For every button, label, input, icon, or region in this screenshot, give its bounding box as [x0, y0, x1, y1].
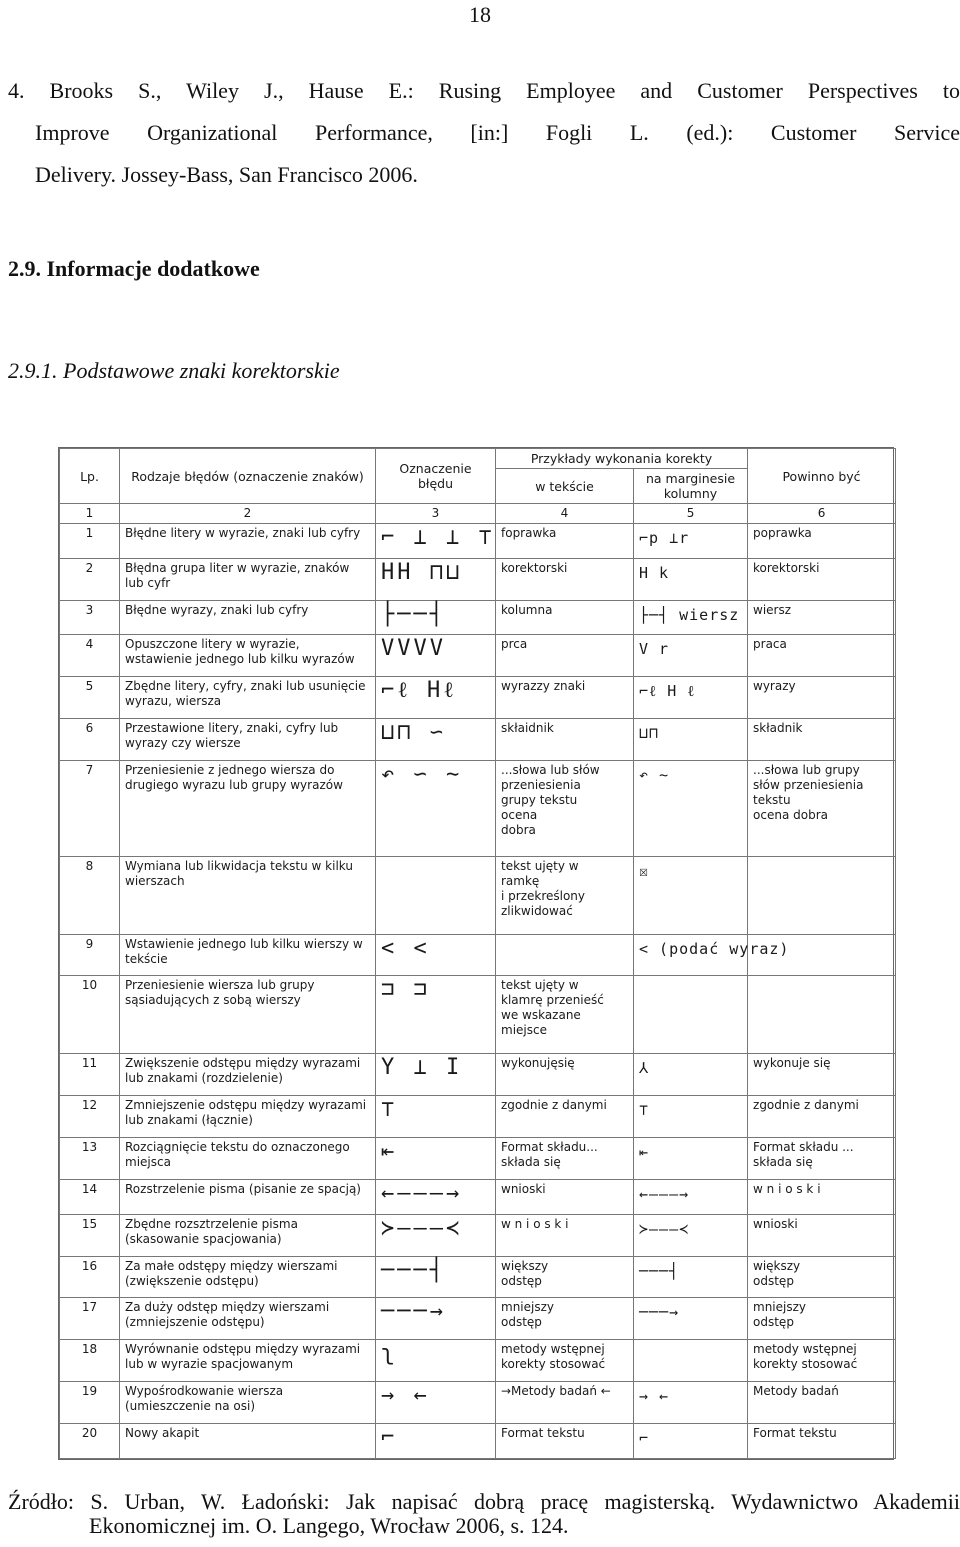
column-number: 2	[120, 504, 376, 524]
example-in-text: mniejszy odstęp	[496, 1298, 634, 1340]
example-in-margin: ───┤	[634, 1256, 748, 1298]
header-in-text: w tekście	[496, 469, 634, 504]
error-mark	[376, 856, 496, 934]
example-in-margin: ⅄	[634, 1054, 748, 1096]
example-in-margin: ⌐	[634, 1424, 748, 1459]
corrected-form: Metody badań	[748, 1382, 896, 1424]
table-row	[60, 524, 896, 559]
column-number: 4	[496, 504, 634, 524]
error-mark: ⌐ ⊥ ⊥ ⊤	[376, 524, 496, 559]
corrected-form: korektorski	[748, 558, 896, 600]
error-type: Zbędne litery, cyfry, znaki lub usunięcie wyrazu, wiersza	[120, 677, 376, 719]
error-mark: → ←	[376, 1382, 496, 1424]
example-in-margin: → ←	[634, 1382, 748, 1424]
column-number: 6	[748, 504, 896, 524]
table-row	[60, 1096, 896, 1138]
error-mark: ⇤	[376, 1138, 496, 1180]
error-type: Błędna grupa liter w wyrazie, znaków lub cyfr	[120, 558, 376, 600]
example-in-text: →Metody badań ←	[496, 1382, 634, 1424]
error-mark: ʅ	[376, 1340, 496, 1382]
proofreading-marks-table	[58, 447, 894, 1460]
row-number: 1	[60, 524, 120, 559]
table-row	[60, 719, 896, 761]
corrected-form: wiersz	[748, 600, 896, 635]
error-type: Wyrównanie odstępu między wyrazami lub w wyrazie spacjowanym	[120, 1340, 376, 1382]
row-number: 4	[60, 635, 120, 677]
row-number: 15	[60, 1214, 120, 1256]
source-line: Źródło: S. Urban, W. Ładoński: Jak napisać dobrą pracę magisterską. Wydawnictwo Akademii	[8, 1489, 960, 1514]
example-in-text: tekst ujęty w klamrę przenieść we wskazane miejsce	[496, 976, 634, 1054]
example-in-margin: ⊔⊓	[634, 719, 748, 761]
table-row	[60, 1424, 896, 1459]
error-mark: ├──┤	[376, 600, 496, 635]
page-number: 18	[469, 2, 491, 27]
row-number: 16	[60, 1256, 120, 1298]
row-number: 13	[60, 1138, 120, 1180]
error-type: Przeniesienie wiersza lub grupy sąsiadujących z sobą wierszy	[120, 976, 376, 1054]
source-note	[8, 1490, 960, 1538]
example-in-text: metody wstępnej korekty stosować	[496, 1340, 634, 1382]
example-in-text: wnioski	[496, 1179, 634, 1214]
corrected-form: wnioski	[748, 1214, 896, 1256]
example-in-text: korektorski	[496, 558, 634, 600]
table-body	[60, 524, 896, 1459]
example-in-margin: ↶ ∼	[634, 760, 748, 856]
example-in-text: Format składu... składa się	[496, 1138, 634, 1180]
row-number: 7	[60, 760, 120, 856]
row-number: 9	[60, 934, 120, 976]
example-in-text	[496, 934, 634, 976]
example-in-margin: V r	[634, 635, 748, 677]
error-mark: ←–––→	[376, 1179, 496, 1214]
corrected-form: Format tekstu	[748, 1424, 896, 1459]
error-type: Opuszczone litery w wyrazie, wstawienie jednego lub kilku wyrazów	[120, 635, 376, 677]
example-in-text: Format tekstu	[496, 1424, 634, 1459]
table-row	[60, 635, 896, 677]
example-in-text: większy odstęp	[496, 1256, 634, 1298]
example-in-text: zgodnie z danymi	[496, 1096, 634, 1138]
row-number: 8	[60, 856, 120, 934]
error-type: Wypośrodkowanie wiersza (umieszczenie na osi)	[120, 1382, 376, 1424]
example-in-margin: ←–––→	[634, 1179, 748, 1214]
example-in-text: tekst ujęty w ramkę i przekreślony zlikwidować	[496, 856, 634, 934]
error-mark: VVVV	[376, 635, 496, 677]
table-row	[60, 1054, 896, 1096]
reference-line: 4. Brooks S., Wiley J., Hause E.: Rusing Employee and Customer Perspectives to	[8, 78, 960, 103]
header-error-types: Rodzaje błędów (oznaczenie znaków)	[120, 449, 376, 504]
table-row	[60, 600, 896, 635]
header-examples: Przykłady wykonania korekty	[496, 449, 748, 469]
row-number: 12	[60, 1096, 120, 1138]
error-mark: ⌐	[376, 1424, 496, 1459]
example-in-text: w n i o s k i	[496, 1214, 634, 1256]
row-number: 14	[60, 1179, 120, 1214]
example-in-margin: < (podać wyraz)	[634, 934, 748, 976]
error-type: Zwiększenie odstępu między wyrazami lub znakami (rozdzielenie)	[120, 1054, 376, 1096]
row-number: 19	[60, 1382, 120, 1424]
example-in-margin: ├─┤ wiersz	[634, 600, 748, 635]
section-heading: 2.9. Informacje dodatkowe	[8, 256, 260, 281]
row-number: 11	[60, 1054, 120, 1096]
error-type: Wstawienie jednego lub kilku wierszy w tekście	[120, 934, 376, 976]
row-number: 20	[60, 1424, 120, 1459]
column-number: 3	[376, 504, 496, 524]
example-in-margin: ≻–––≺	[634, 1214, 748, 1256]
error-mark: HH ⊓⊔	[376, 558, 496, 600]
error-mark: ⌐ℓ Hℓ	[376, 677, 496, 719]
error-type: Wymiana lub likwidacja tekstu w kilku wierszach	[120, 856, 376, 934]
error-type: Rozciągnięcie tekstu do oznaczonego miejsca	[120, 1138, 376, 1180]
reference-line: Improve Organizational Performance, [in:] Fogli L. (ed.): Customer Service	[35, 120, 960, 145]
example-in-margin	[634, 976, 748, 1054]
column-number-row	[60, 504, 896, 524]
error-mark: ───┤	[376, 1256, 496, 1298]
header-error-mark: Oznaczenie błędu	[376, 449, 496, 504]
corrected-form: większy odstęp	[748, 1256, 896, 1298]
corrected-form: wyrazy	[748, 677, 896, 719]
error-type: Błędne litery w wyrazie, znaki lub cyfry	[120, 524, 376, 559]
table-row	[60, 1179, 896, 1214]
corrected-form	[748, 976, 896, 1054]
error-mark: ↶ ∽ ∼	[376, 760, 496, 856]
example-in-margin: ☒	[634, 856, 748, 934]
table-row	[60, 1256, 896, 1298]
corrected-form: ...słowa lub grupy słów przeniesienia tekstu ocena dobra	[748, 760, 896, 856]
row-number: 10	[60, 976, 120, 1054]
example-in-margin: ───→	[634, 1298, 748, 1340]
error-type: Przeniesienie z jednego wiersza do drugiego wyrazu lub grupy wyrazów	[120, 760, 376, 856]
row-number: 17	[60, 1298, 120, 1340]
example-in-text: foprawka	[496, 524, 634, 559]
example-in-margin	[634, 1340, 748, 1382]
table-row	[60, 1382, 896, 1424]
table-row	[60, 1340, 896, 1382]
error-type: Błędne wyrazy, znaki lub cyfry	[120, 600, 376, 635]
row-number: 6	[60, 719, 120, 761]
example-in-margin: H k	[634, 558, 748, 600]
example-in-text: wyrazzy znaki	[496, 677, 634, 719]
table-row	[60, 1298, 896, 1340]
example-in-margin: ⊤	[634, 1096, 748, 1138]
column-number: 5	[634, 504, 748, 524]
error-type: Zmniejszenie odstępu między wyrazami lub znakami (łącznie)	[120, 1096, 376, 1138]
column-number: 1	[60, 504, 120, 524]
corrected-form	[748, 856, 896, 934]
example-in-margin: ⌐p ⊥r	[634, 524, 748, 559]
example-in-text: prca	[496, 635, 634, 677]
corrected-form: mniejszy odstęp	[748, 1298, 896, 1340]
corrected-form: metody wstępnej korekty stosować	[748, 1340, 896, 1382]
table-row	[60, 677, 896, 719]
row-number: 2	[60, 558, 120, 600]
error-mark: ≻–––≺	[376, 1214, 496, 1256]
table-row	[60, 558, 896, 600]
error-mark: Y ⊥ I	[376, 1054, 496, 1096]
table-row	[60, 934, 896, 976]
example-in-margin: ⌐ℓ H ℓ	[634, 677, 748, 719]
table-row	[60, 760, 896, 856]
example-in-text: kolumna	[496, 600, 634, 635]
reference-entry	[8, 70, 960, 196]
error-type: Nowy akapit	[120, 1424, 376, 1459]
corrected-form: składnik	[748, 719, 896, 761]
subsection-heading: 2.9.1. Podstawowe znaki korektorskie	[8, 358, 340, 383]
error-type: Przestawione litery, znaki, cyfry lub wyrazy czy wiersze	[120, 719, 376, 761]
example-in-text: skłaidnik	[496, 719, 634, 761]
error-type: Za duży odstęp między wierszami (zmniejszenie odstępu)	[120, 1298, 376, 1340]
source-line: Ekonomicznej im. O. Langego, Wrocław 2006, s. 124.	[89, 1513, 569, 1538]
error-mark: ───→	[376, 1298, 496, 1340]
error-type: Rozstrzelenie pisma (pisanie ze spacją)	[120, 1179, 376, 1214]
header-should-be: Powinno być	[748, 449, 896, 504]
error-mark: ⊤	[376, 1096, 496, 1138]
corrected-form: wykonuje się	[748, 1054, 896, 1096]
example-in-margin: ⇤	[634, 1138, 748, 1180]
corrected-form: poprawka	[748, 524, 896, 559]
example-in-text: ...słowa lub słów przeniesienia grupy tekstu ocena dobra	[496, 760, 634, 856]
table-row	[60, 856, 896, 934]
row-number: 18	[60, 1340, 120, 1382]
error-mark: ⊔⊓ ∽	[376, 719, 496, 761]
corrected-form: praca	[748, 635, 896, 677]
corrected-form: w n i o s k i	[748, 1179, 896, 1214]
row-number: 3	[60, 600, 120, 635]
row-number: 5	[60, 677, 120, 719]
error-mark: < <	[376, 934, 496, 976]
error-mark: ⊐ ⊐	[376, 976, 496, 1054]
corrected-form: zgodnie z danymi	[748, 1096, 896, 1138]
header-lp: Lp.	[60, 449, 120, 504]
corrected-form: Format składu ... składa się	[748, 1138, 896, 1180]
table-row	[60, 1214, 896, 1256]
error-type: Za małe odstępy między wierszami (zwiększenie odstępu)	[120, 1256, 376, 1298]
error-type: Zbędne rozsztrzelenie pisma (skasowanie spacjowania)	[120, 1214, 376, 1256]
header-in-margin: na marginesie kolumny	[634, 469, 748, 504]
example-in-text: wykonujęsię	[496, 1054, 634, 1096]
header-row	[60, 449, 896, 469]
reference-line: Delivery. Jossey-Bass, San Francisco 2006.	[35, 162, 418, 187]
table-row	[60, 1138, 896, 1180]
table-row	[60, 976, 896, 1054]
